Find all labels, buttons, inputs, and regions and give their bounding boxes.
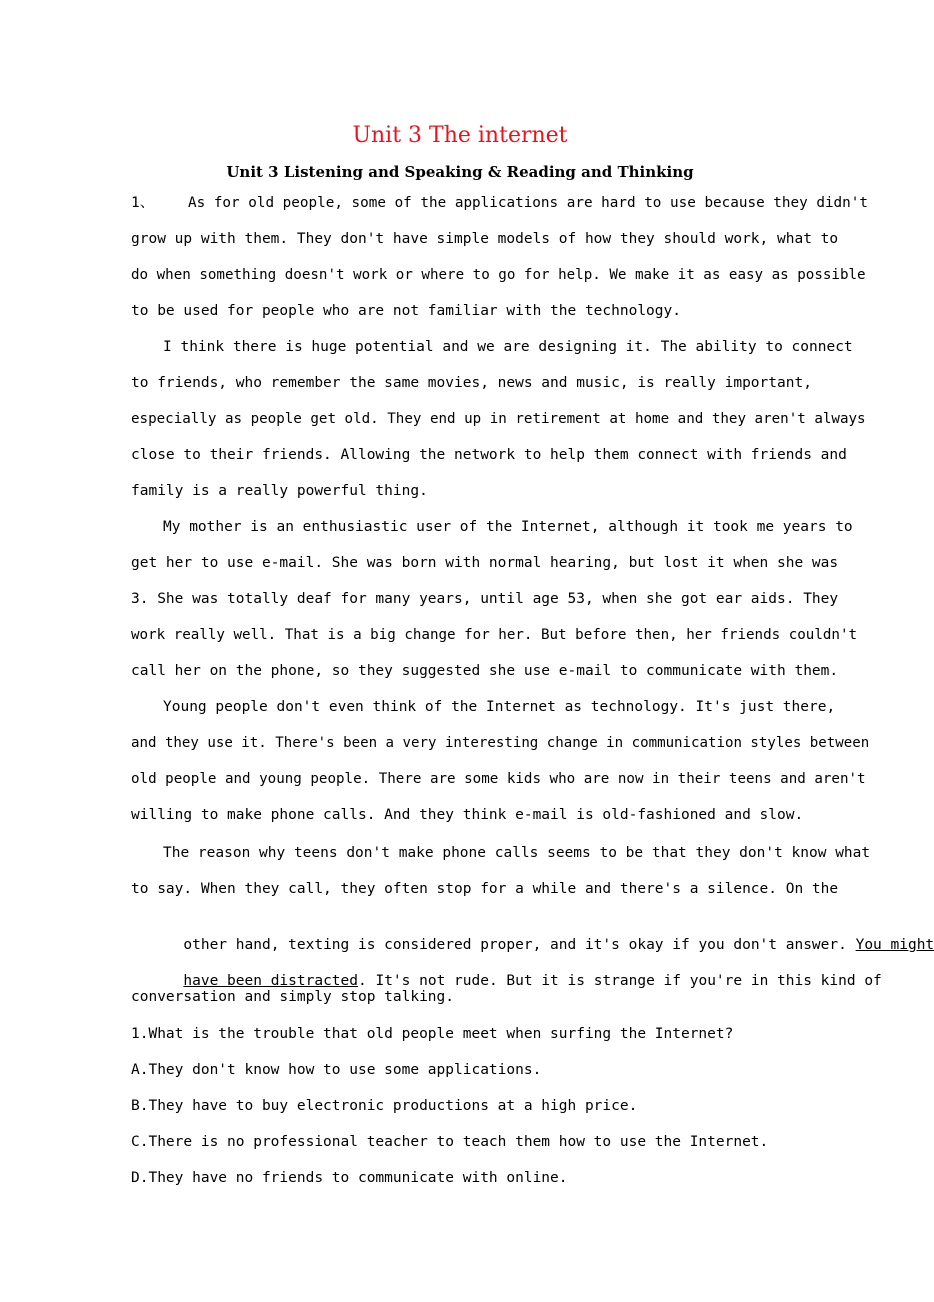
- option-d[interactable]: D.They have no friends to communicate with online.: [131, 1170, 568, 1186]
- passage-line: and they use it. There's been a very interesting change in communication styles between: [131, 735, 870, 751]
- passage-line: to friends, who remember the same movies, news and music, is really important,: [131, 375, 812, 391]
- passage-line: conversation and simply stop talking.: [131, 989, 455, 1005]
- passage-line: willing to make phone calls. And they think e-mail is old-fashioned and slow.: [131, 807, 804, 823]
- passage-text: other hand, texting is considered proper, and it's okay if you don't answer.: [183, 937, 856, 953]
- passage-line: My mother is an enthusiastic user of the Internet, although it took me years to: [163, 519, 853, 535]
- passage-line: call her on the phone, so they suggested she use e-mail to communicate with them.: [131, 663, 839, 679]
- passage-line: to say. When they call, they often stop for a while and there's a silence. On the: [131, 881, 839, 897]
- passage-line: [131, 951, 882, 987]
- passage-line: get her to use e-mail. She was born with normal hearing, but lost it when she was: [131, 555, 839, 571]
- passage-line: close to their friends. Allowing the network to help them connect with friends and: [131, 447, 847, 463]
- passage-line: family is a really powerful thing.: [131, 483, 428, 499]
- passage-line: Young people don't even think of the Internet as technology. It's just there,: [163, 699, 836, 715]
- page-title: Unit 3 The internet: [352, 123, 568, 148]
- option-c[interactable]: C.There is no professional teacher to teach them how to use the Internet.: [131, 1134, 769, 1150]
- passage-line: As for old people, some of the applications are hard to use because they didn't: [188, 195, 868, 211]
- passage-line: to be used for people who are not familiar with the technology.: [131, 303, 681, 319]
- passage-line: grow up with them. They don't have simple models of how they should work, what to: [131, 231, 839, 247]
- underlined-phrase: You might: [855, 937, 934, 953]
- option-b[interactable]: B.They have to buy electronic productions at a high price.: [131, 1098, 638, 1114]
- passage-line: I think there is huge potential and we are designing it. The ability to connect: [163, 339, 853, 355]
- passage-line: especially as people get old. They end up in retirement at home and they aren't always: [131, 411, 866, 427]
- passage-text: . It's not rude. But it is strange if you're in this kind of: [358, 973, 882, 989]
- passage-line: The reason why teens don't make phone calls seems to be that they don't know what: [163, 845, 871, 861]
- option-a[interactable]: A.They don't know how to use some applications.: [131, 1062, 542, 1078]
- question-stem: 1.What is the trouble that old people meet when surfing the Internet?: [131, 1026, 734, 1042]
- passage-line: old people and young people. There are some kids who are now in their teens and aren't: [131, 771, 866, 787]
- passage-line: do when something doesn't work or where to go for help. We make it as easy as possible: [131, 267, 866, 283]
- passage-line: [131, 915, 934, 951]
- passage-line: 3. She was totally deaf for many years, until age 53, when she got ear aids. They: [131, 591, 839, 607]
- underlined-phrase: have been distracted: [183, 973, 358, 989]
- passage-line: work really well. That is a big change for her. But before then, her friends couldn't: [131, 627, 858, 643]
- page-subtitle: Unit 3 Listening and Speaking & Reading and Thinking: [226, 163, 694, 181]
- passage-number: 1、: [131, 195, 155, 211]
